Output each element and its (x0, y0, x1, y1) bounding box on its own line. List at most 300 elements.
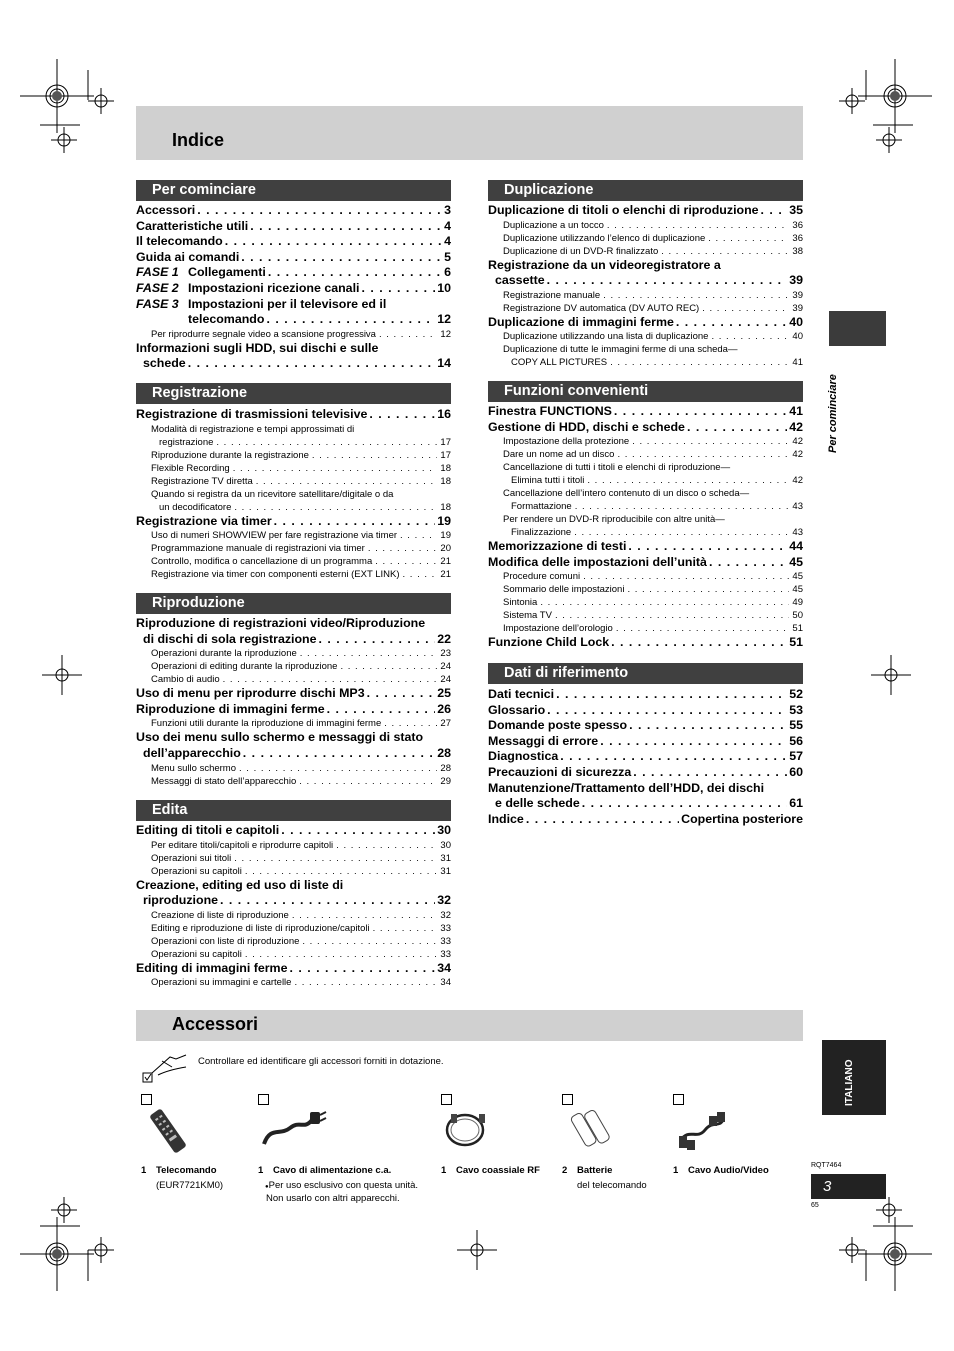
toc-page: 36 (792, 219, 803, 231)
toc-dots (225, 234, 442, 250)
toc-dots (610, 356, 789, 369)
toc-page: 61 (789, 796, 803, 811)
toc-entry (488, 765, 803, 781)
toc-subentry (136, 542, 451, 555)
toc-entry-label: Glossario (488, 702, 546, 717)
toc-page: 5 (444, 249, 451, 264)
toc-subentry (136, 475, 451, 488)
toc-page: 45 (792, 571, 803, 583)
toc-subentry (488, 219, 803, 232)
toc-subentry-cont (136, 501, 451, 514)
toc-subentry-label: Registrazione TV diretta (151, 475, 253, 487)
toc-entry (136, 203, 451, 219)
toc-page: 43 (792, 501, 803, 513)
toc-subentry (136, 449, 451, 462)
toc-page: 18 (440, 462, 451, 474)
toc-page: 57 (789, 749, 803, 764)
toc-dots (583, 570, 789, 583)
toc-entry (136, 730, 451, 746)
section-header-registrazione: Registrazione (136, 383, 451, 404)
toc-page: 26 (437, 701, 451, 716)
toc-entry-cont (488, 273, 803, 289)
toc-subentry-label: Duplicazione di tutte le immagini ferme di una scheda— (503, 344, 738, 356)
toc-subentry-label: Operazioni di editing durante la riproduzione (151, 661, 338, 673)
toc-subentry-label: Editing e riproduzione di liste di riproduzione/capitoli (151, 922, 370, 934)
accessory-name: Telecomando (156, 1165, 217, 1176)
toc-dots (632, 435, 789, 448)
toc-subentry-label-cont: un decodificatore (159, 501, 232, 513)
toc-entry (488, 404, 803, 420)
toc-entry-label: Registrazione di trasmissioni televisive (136, 407, 368, 421)
toc-page: 21 (440, 569, 451, 581)
toc-subentry (488, 596, 803, 609)
toc-dots (384, 717, 437, 730)
toc-subentry-label: Sommario delle impostazioni (503, 584, 625, 596)
remote-control-icon (143, 1106, 193, 1161)
toc-subentry-label: Sistema TV (503, 610, 552, 622)
toc-page: 39 (789, 273, 803, 288)
toc-dots (369, 407, 435, 423)
toc-dots (560, 749, 787, 765)
toc-subentry-label: Duplicazione utilizzando una lista di duplicazione (503, 331, 709, 343)
toc-dots (629, 718, 787, 734)
toc-dots (274, 514, 436, 530)
section-header-riproduzione: Riproduzione (136, 593, 451, 614)
toc-entry-label: Uso di menu per riprodurre dischi MP3 (136, 686, 365, 701)
toc-subentry-label: Operazioni durante la riproduzione (151, 648, 297, 660)
toc-subentry (136, 717, 451, 730)
accessory-checkbox[interactable] (141, 1094, 152, 1105)
toc-subentry (136, 909, 451, 922)
toc-page: 53 (789, 702, 803, 717)
toc-subentry-label: Per editare titoli/capitoli e riprodurre capitoli (151, 839, 334, 851)
toc-dots (556, 687, 787, 703)
toc-dots (239, 762, 437, 775)
toc-subentry-label: Procedure comuni (503, 571, 581, 583)
toc-subentry-cont (136, 436, 451, 449)
toc-page: 4 (444, 234, 451, 249)
toc-entry-label: Uso dei menu sullo schermo e messaggi di stato (136, 730, 424, 745)
toc-entry (136, 234, 451, 250)
toc-entry-label-cont: e delle schede (495, 796, 580, 811)
toc-dots (294, 976, 437, 989)
toc-dots (616, 622, 790, 635)
toc-dots (188, 356, 436, 372)
toc-entry-label: Indice (488, 811, 524, 826)
toc-subentry (136, 948, 451, 961)
accessory-checkbox[interactable] (673, 1094, 684, 1105)
toc-entry (488, 555, 803, 571)
toc-dots (702, 302, 789, 315)
section-header-funzioni: Funzioni convenienti (488, 381, 803, 402)
toc-entry (488, 420, 803, 436)
toc-entry (488, 203, 803, 219)
toc-subentry-cont (488, 500, 803, 513)
toc-subentry-label-cont: Formattazione (511, 501, 572, 513)
toc-subentry-label: Modalità di registrazione e tempi approssimati di (151, 423, 355, 435)
accessory-name: Cavo coassiale RF (456, 1165, 540, 1176)
av-cable-icon (675, 1106, 729, 1157)
toc-dati-di-riferimento (488, 687, 803, 827)
toc-page: 30 (440, 839, 451, 851)
toc-dots (661, 245, 789, 258)
toc-page: 45 (789, 554, 803, 569)
toc-entry-label-cont: cassette (495, 273, 545, 288)
toc-dots (340, 660, 437, 673)
toc-page: 39 (792, 289, 803, 301)
toc-dots (614, 404, 787, 420)
toc-subentry-label: Uso di numeri SHOWVIEW per fare registrazione via timer (151, 530, 398, 542)
toc-entry (136, 823, 451, 839)
toc-dots (708, 232, 789, 245)
toc-entry (136, 219, 451, 235)
page-number: 3 (823, 1178, 832, 1195)
toc-page: Copertina posteriore (681, 811, 803, 826)
toc-page: 10 (437, 280, 451, 295)
toc-dots (216, 436, 437, 449)
toc-page: 33 (440, 948, 451, 960)
toc-subentry-label: Flexible Recording (151, 462, 230, 474)
toc-subentry-label: Operazioni con liste di riproduzione (151, 935, 300, 947)
toc-dots (403, 568, 438, 581)
toc-dots (400, 529, 437, 542)
toc-entry (136, 265, 451, 281)
toc-subentry-label: Duplicazione utilizzando l’elenco di duplicazione (503, 232, 706, 244)
toc-subentry (136, 555, 451, 568)
toc-page: 19 (437, 513, 451, 528)
accessory-note (156, 1180, 223, 1191)
sidebar-tab-label: Per cominciare (827, 374, 839, 453)
accessory-name: Batterie (577, 1165, 613, 1176)
toc-entry-label: Registrazione via timer (136, 513, 272, 528)
toc-page: 33 (440, 935, 451, 947)
toc-entry-label-cont: dell’apparecchio (143, 745, 241, 760)
toc-subentry (136, 852, 451, 865)
accessory-label (441, 1165, 540, 1176)
toc-subentry-label: Programmazione manuale di registrazioni via timer (151, 543, 365, 555)
toc-entry (488, 315, 803, 331)
toc-subentry-label: Duplicazione a un tocco (503, 219, 604, 231)
toc-dots (245, 948, 438, 961)
toc-step-label: FASE 1 (136, 265, 179, 280)
toc-entry-label-cont: di dischi di sola registrazione (143, 631, 317, 646)
toc-subentry (488, 245, 803, 258)
section-header-duplicazione: Duplicazione (488, 180, 803, 201)
toc-dots (687, 420, 787, 436)
toc-dots (245, 865, 438, 878)
toc-subentry-label-cont: Elimina tutti i titoli (511, 475, 585, 487)
toc-page: 17 (440, 436, 451, 448)
toc-page: 31 (440, 865, 451, 877)
toc-subentry-label: Duplicazione di un DVD-R finalizzato (503, 245, 659, 257)
toc-page: 28 (440, 762, 451, 774)
toc-page: 42 (792, 449, 803, 461)
section-header-per-cominciare: Per cominciare (136, 180, 451, 201)
toc-subentry-label: Funzioni utili durante la riproduzione di immagini ferme (151, 718, 382, 730)
toc-dots (268, 265, 442, 281)
toc-entry-label-cont: schede (143, 356, 186, 371)
toc-page: 18 (440, 501, 451, 513)
toc-subentry-label: Operazioni sui titoli (151, 852, 232, 864)
toc-page: 56 (789, 733, 803, 748)
toc-dots (600, 734, 787, 750)
toc-dots (540, 596, 789, 609)
toc-dots (299, 775, 437, 788)
toc-page: 28 (437, 745, 451, 760)
toc-entry-cont (136, 312, 451, 328)
toc-page: 6 (444, 265, 451, 280)
toc-page: 3 (444, 203, 451, 217)
accessory-qty: 1 (673, 1165, 679, 1176)
toc-subentry-label: Registrazione DV automatica (DV AUTO REC) (503, 302, 700, 314)
toc-subentry-label: Controllo, modifica o cancellazione di un programma (151, 556, 373, 568)
toc-entry-label: Riproduzione di registrazioni video/Riproduzione (136, 616, 426, 630)
accessory-label (562, 1165, 612, 1176)
toc-subentry-label: Riproduzione durante la registrazione (151, 449, 309, 461)
toc-riproduzione (136, 616, 451, 788)
toc-dots (373, 922, 438, 935)
toc-entry (488, 734, 803, 750)
toc-dots (336, 839, 437, 852)
toc-subentry (136, 488, 451, 501)
toc-dots (555, 609, 789, 622)
toc-dots (220, 893, 435, 909)
toc-entry (136, 514, 451, 530)
accessories-title: Accessori (172, 1014, 259, 1034)
toc-page: 25 (437, 686, 451, 701)
toc-entry-cont (136, 746, 451, 762)
accessory-label (258, 1165, 391, 1176)
toc-entry-label: Impostazioni ricezione canali (188, 280, 360, 295)
toc-subentry-label: Cancellazione di tutti i titoli e elenchi di riproduzione— (503, 462, 731, 474)
checklist-hand-icon (142, 1053, 190, 1085)
toc-entry (488, 687, 803, 703)
toc-dots (327, 702, 436, 718)
toc-subentry-label: Impostazione dell’orologio (503, 623, 613, 635)
accessory-qty: 1 (141, 1165, 147, 1176)
toc-page: 44 (789, 539, 803, 554)
toc-page: 18 (440, 475, 451, 487)
toc-entry (136, 297, 451, 313)
toc-entry (136, 281, 451, 297)
toc-subentry (488, 570, 803, 583)
toc-page: 12 (437, 312, 451, 327)
toc-entry-label: Manutenzione/Trattamento dell’HDD, dei dischi (488, 780, 765, 795)
toc-dots (547, 703, 787, 719)
toc-entry-label: Duplicazione di immagini ferme (488, 314, 674, 329)
toc-dots (289, 961, 435, 977)
accessory-qty: 1 (258, 1165, 264, 1176)
toc-entry-label: Precauzioni di sicurezza (488, 764, 632, 779)
toc-step-label: FASE 3 (136, 296, 179, 311)
toc-subentry (136, 976, 451, 989)
toc-dots (603, 289, 789, 302)
page-number-box (811, 1174, 886, 1199)
toc-page: 41 (792, 357, 803, 369)
toc-subentry-label-cont: COPY ALL PICTURES (511, 357, 608, 369)
toc-entry (488, 703, 803, 719)
toc-subentry-label: Operazioni su capitoli (151, 865, 242, 877)
toc-page: 40 (792, 331, 803, 343)
toc-subentry (488, 609, 803, 622)
page-sub-number: 65 (811, 1202, 819, 1209)
toc-dots (375, 555, 437, 568)
toc-subentry (136, 839, 451, 852)
toc-subentry (488, 513, 803, 526)
toc-entry-label: Registrazione da un videoregistratore a (488, 257, 721, 272)
toc-entry-label: Gestione di HDD, dischi e schede (488, 419, 685, 434)
toc-page: 41 (789, 404, 803, 418)
toc-dots (292, 909, 438, 922)
toc-subentry (488, 448, 803, 461)
toc-dots (302, 935, 437, 948)
power-cord-icon (260, 1106, 330, 1157)
toc-subentry-label: Registrazione manuale (503, 289, 601, 301)
toc-page: 17 (440, 449, 451, 461)
toc-subentry-cont (488, 526, 803, 539)
toc-subentry (136, 935, 451, 948)
accessory-checkbox[interactable] (258, 1094, 269, 1105)
toc-subentry (136, 775, 451, 788)
toc-dots (300, 647, 438, 660)
toc-entry (136, 616, 451, 632)
toc-entry-cont (136, 356, 451, 372)
toc-registrazione (136, 407, 451, 581)
accessories-banner (136, 1010, 803, 1041)
accessory-checkbox[interactable] (562, 1094, 573, 1105)
toc-dots (241, 250, 442, 266)
batteries-icon (564, 1106, 614, 1157)
language-tab (822, 1040, 886, 1115)
toc-subentry (488, 461, 803, 474)
toc-entry (488, 749, 803, 765)
toc-subentry-label: Per rendere un DVD-R riproducibile con altre unità— (503, 514, 725, 526)
toc-dots (256, 475, 438, 488)
accessory-qty: 2 (562, 1165, 568, 1176)
toc-dots (361, 281, 435, 297)
accessory-checkbox[interactable] (441, 1094, 452, 1105)
toc-page: 42 (789, 419, 803, 434)
toc-entry-label: Domande poste spesso (488, 718, 628, 733)
toc-dots (627, 583, 789, 596)
section-header-dati: Dati di riferimento (488, 663, 803, 684)
toc-entry-label: Finestra FUNCTIONS (488, 404, 612, 418)
toc-entry-label-cont: telecomando (188, 312, 265, 327)
toc-page: 51 (792, 623, 803, 635)
toc-subentry-label: Cambio di audio (151, 674, 220, 686)
toc-dots (233, 462, 438, 475)
toc-dots (611, 635, 787, 651)
toc-entry (136, 878, 451, 894)
toc-subentry (488, 289, 803, 302)
toc-entry-label: Modifica delle impostazioni dell’unità (488, 554, 707, 569)
toc-entry-label-cont: riproduzione (143, 893, 219, 908)
toc-subentry (136, 647, 451, 660)
toc-subentry (488, 622, 803, 635)
toc-entry-label: Dati tecnici (488, 687, 555, 701)
toc-edita (136, 823, 451, 989)
toc-page: 20 (440, 543, 451, 555)
toc-subentry (488, 583, 803, 596)
accessory-note (265, 1180, 418, 1191)
accessory-name: Cavo Audio/Video (688, 1165, 769, 1176)
toc-subentry-label: Quando si registra da un ricevitore satellitare/digitale o da (151, 488, 394, 500)
toc-subentry (136, 762, 451, 775)
toc-subentry-label-cont: Finalizzazione (511, 527, 572, 539)
toc-subentry (136, 328, 451, 341)
toc-dots (379, 328, 437, 341)
toc-subentry (136, 568, 451, 581)
toc-dots (234, 852, 437, 865)
toc-page: 55 (789, 718, 803, 733)
toc-entry-cont (488, 796, 803, 812)
toc-entry-label: Messaggi di errore (488, 733, 599, 748)
toc-subentry-cont (488, 474, 803, 487)
language-label: ITALIANO (844, 1059, 855, 1106)
toc-entry (488, 718, 803, 734)
accessory-note-text: (EUR7721KM0) (156, 1180, 224, 1191)
toc-page: 36 (792, 232, 803, 244)
toc-page: 34 (437, 960, 451, 975)
toc-entry-label: Memorizzazione di testi (488, 539, 627, 554)
accessory-note-text: del telecomando (577, 1180, 647, 1191)
toc-dots (575, 500, 790, 513)
accessory-label (673, 1165, 769, 1176)
toc-page: 14 (437, 356, 451, 371)
toc-entry (488, 539, 803, 555)
toc-subentry-cont (488, 356, 803, 369)
toc-entry-label: Guida ai comandi (136, 249, 240, 264)
toc-page: 43 (792, 527, 803, 539)
toc-page: 24 (440, 674, 451, 686)
toc-subentry (488, 330, 803, 343)
toc-dots (223, 673, 438, 686)
toc-page: 23 (440, 648, 451, 660)
toc-subentry (136, 660, 451, 673)
toc-subentry (488, 435, 803, 448)
toc-page: 35 (789, 203, 803, 217)
toc-subentry (488, 232, 803, 245)
toc-subentry (136, 673, 451, 686)
toc-page: 50 (792, 610, 803, 622)
coaxial-cable-icon (443, 1106, 493, 1157)
toc-entry (136, 686, 451, 702)
toc-page: 38 (792, 245, 803, 257)
toc-entry (136, 407, 451, 423)
toc-subentry (136, 865, 451, 878)
toc-subentry-label: Operazioni su immagini e cartelle (151, 977, 292, 989)
toc-dots (617, 448, 789, 461)
toc-subentry-label: Messaggi di stato dell’apparecchio (151, 775, 297, 787)
toc-entry-label: Funzione Child Lock (488, 635, 610, 650)
toc-page: 51 (789, 635, 803, 650)
toc-dots (628, 539, 787, 555)
toc-entry-label: Informazioni sugli HDD, sui dischi e sulle (136, 340, 379, 355)
accessory-note (577, 1180, 647, 1191)
toc-dots (526, 812, 679, 828)
toc-entry-label: Riproduzione di immagini ferme (136, 701, 325, 716)
doc-code: RQT7464 (811, 1162, 842, 1169)
toc-subentry (136, 462, 451, 475)
toc-dots (711, 330, 789, 343)
toc-subentry-label: Cancellazione dell’intero contenuto di un disco o scheda— (503, 488, 750, 500)
toc-entry (488, 812, 803, 828)
toc-subentry (136, 529, 451, 542)
toc-dots (266, 312, 435, 328)
toc-dots (367, 686, 436, 702)
sidebar-tab (829, 311, 886, 346)
toc-dots (281, 823, 435, 839)
